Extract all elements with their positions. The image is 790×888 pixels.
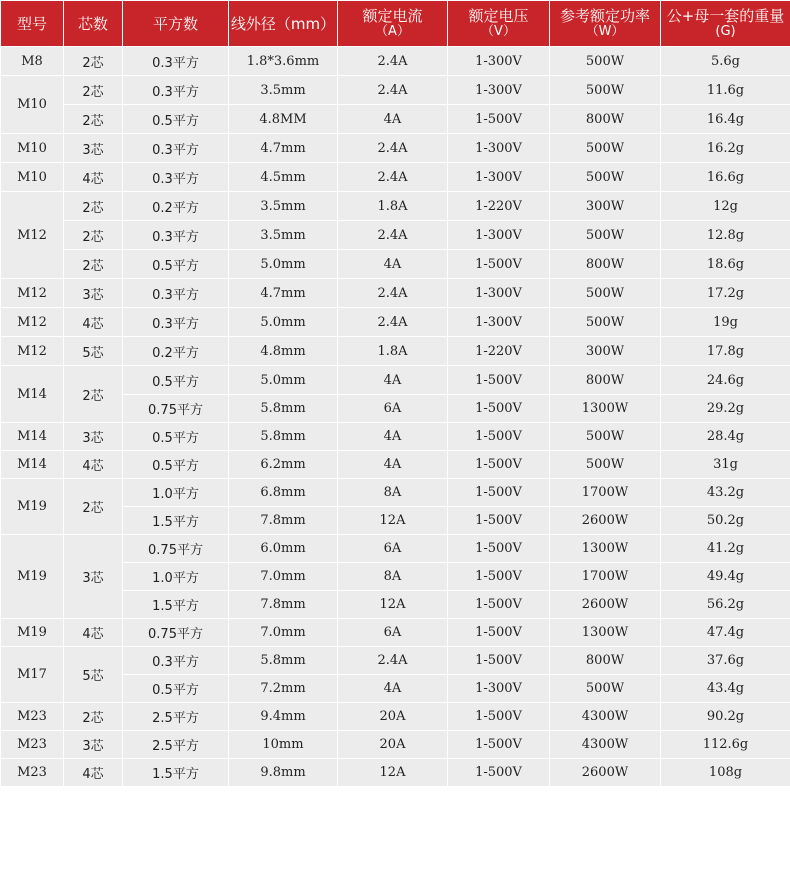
header-voltage-unit: （V）: [481, 23, 516, 39]
table-row: [1, 250, 790, 279]
header-current: [338, 1, 448, 47]
cell-voltage: 1-220V: [448, 192, 550, 221]
cell-current: 20A: [338, 731, 448, 759]
table-header: [1, 1, 790, 47]
cell-cores: 3芯: [64, 535, 123, 619]
cell-model: M14: [1, 451, 64, 479]
cell-diameter: 5.8mm: [229, 395, 338, 423]
cell-square: 0.5平方: [123, 250, 229, 279]
header-cores: 芯数: [64, 1, 123, 47]
cell-voltage: 1-220V: [448, 337, 550, 366]
table-body: [1, 47, 790, 787]
cell-power: 500W: [550, 76, 661, 105]
cell-current: 12A: [338, 759, 448, 787]
table-row: [1, 76, 790, 105]
cell-diameter: 4.8MM: [229, 105, 338, 134]
header-power: [550, 1, 661, 47]
cell-square: 0.3平方: [123, 308, 229, 337]
cell-power: 300W: [550, 192, 661, 221]
cell-model: M19: [1, 535, 64, 619]
table-row: [1, 647, 790, 675]
cell-cores: 3芯: [64, 423, 123, 451]
cell-diameter: 5.8mm: [229, 423, 338, 451]
cell-square: 1.0平方: [123, 563, 229, 591]
header-square: 平方数: [123, 1, 229, 47]
cell-square: 2.5平方: [123, 703, 229, 731]
cell-cores: 5芯: [64, 647, 123, 703]
cell-cores: 4芯: [64, 619, 123, 647]
cell-square: 0.2平方: [123, 337, 229, 366]
cell-cores: 3芯: [64, 279, 123, 308]
cell-diameter: 5.0mm: [229, 250, 338, 279]
cell-weight: 17.8g: [661, 337, 790, 366]
cell-current: 6A: [338, 535, 448, 563]
cell-weight: 49.4g: [661, 563, 790, 591]
cell-power: 500W: [550, 221, 661, 250]
cell-square: 0.5平方: [123, 675, 229, 703]
cell-power: 1700W: [550, 479, 661, 507]
cell-voltage: 1-500V: [448, 759, 550, 787]
header-current-unit: （A）: [375, 23, 410, 39]
cell-square: 0.3平方: [123, 76, 229, 105]
cell-diameter: 5.0mm: [229, 308, 338, 337]
cell-diameter: 7.0mm: [229, 619, 338, 647]
cell-current: 4A: [338, 366, 448, 395]
cell-current: 1.8A: [338, 337, 448, 366]
cell-weight: 50.2g: [661, 507, 790, 535]
cell-power: 500W: [550, 308, 661, 337]
cell-cores: 2芯: [64, 47, 123, 76]
cell-square: 1.5平方: [123, 591, 229, 619]
cell-weight: 16.2g: [661, 134, 790, 163]
header-weight: [661, 1, 790, 47]
cell-weight: 24.6g: [661, 366, 790, 395]
cell-cores: 4芯: [64, 451, 123, 479]
table-row: [1, 366, 790, 395]
cell-voltage: 1-500V: [448, 105, 550, 134]
cell-power: 2600W: [550, 591, 661, 619]
cell-diameter: 9.8mm: [229, 759, 338, 787]
table-row: [1, 308, 790, 337]
table-row: [1, 221, 790, 250]
cell-current: 8A: [338, 563, 448, 591]
cell-voltage: 1-500V: [448, 423, 550, 451]
cell-voltage: 1-500V: [448, 395, 550, 423]
cell-cores: 2芯: [64, 221, 123, 250]
table-row: [1, 47, 790, 76]
cell-power: 500W: [550, 675, 661, 703]
header-current-label: 额定电流: [362, 6, 423, 25]
cell-power: 300W: [550, 337, 661, 366]
cell-square: 0.3平方: [123, 134, 229, 163]
cell-weight: 16.4g: [661, 105, 790, 134]
cell-cores: 2芯: [64, 479, 123, 535]
cell-square: 0.3平方: [123, 647, 229, 675]
cell-voltage: 1-500V: [448, 479, 550, 507]
cell-model: M19: [1, 619, 64, 647]
cell-diameter: 7.8mm: [229, 591, 338, 619]
header-power-label: 参考额定功率: [559, 6, 650, 25]
cell-current: 2.4A: [338, 647, 448, 675]
cell-square: 0.5平方: [123, 423, 229, 451]
cell-model: M23: [1, 703, 64, 731]
cell-cores: 3芯: [64, 134, 123, 163]
cell-voltage: 1-500V: [448, 250, 550, 279]
cell-voltage: 1-300V: [448, 279, 550, 308]
cell-current: 4A: [338, 451, 448, 479]
cell-cores: 3芯: [64, 731, 123, 759]
cell-diameter: 7.2mm: [229, 675, 338, 703]
cell-voltage: 1-300V: [448, 163, 550, 192]
cell-diameter: 3.5mm: [229, 221, 338, 250]
cell-model: M14: [1, 366, 64, 423]
cell-power: 1300W: [550, 619, 661, 647]
cell-power: 800W: [550, 366, 661, 395]
cell-diameter: 4.7mm: [229, 279, 338, 308]
cell-model: M23: [1, 759, 64, 787]
cell-square: 0.3平方: [123, 163, 229, 192]
cell-cores: 2芯: [64, 250, 123, 279]
cell-current: 1.8A: [338, 192, 448, 221]
cell-square: 0.5平方: [123, 366, 229, 395]
cell-voltage: 1-500V: [448, 619, 550, 647]
cell-power: 800W: [550, 647, 661, 675]
cell-voltage: 1-500V: [448, 535, 550, 563]
table-row: [1, 337, 790, 366]
table-row: [1, 163, 790, 192]
cell-weight: 112.6g: [661, 731, 790, 759]
header-weight-label: 公+母一套的重量: [666, 6, 785, 25]
cell-model: M19: [1, 479, 64, 535]
header-row: [1, 1, 790, 47]
cell-current: 4A: [338, 250, 448, 279]
cell-diameter: 4.5mm: [229, 163, 338, 192]
cell-model: M10: [1, 163, 64, 192]
cell-current: 6A: [338, 395, 448, 423]
cell-square: 0.2平方: [123, 192, 229, 221]
cell-voltage: 1-500V: [448, 731, 550, 759]
table-row: [1, 479, 790, 507]
table-row: [1, 423, 790, 451]
cell-square: 0.3平方: [123, 221, 229, 250]
cell-current: 12A: [338, 591, 448, 619]
cell-weight: 56.2g: [661, 591, 790, 619]
cell-weight: 43.4g: [661, 675, 790, 703]
cell-power: 4300W: [550, 731, 661, 759]
cell-diameter: 6.0mm: [229, 535, 338, 563]
cell-current: 2.4A: [338, 221, 448, 250]
header-voltage: [448, 1, 550, 47]
cell-voltage: 1-300V: [448, 221, 550, 250]
cell-voltage: 1-300V: [448, 134, 550, 163]
cell-diameter: 4.8mm: [229, 337, 338, 366]
cell-current: 2.4A: [338, 134, 448, 163]
cell-power: 500W: [550, 163, 661, 192]
cell-cores: 5芯: [64, 337, 123, 366]
cell-square: 1.5平方: [123, 507, 229, 535]
cell-square: 0.3平方: [123, 279, 229, 308]
cell-power: 500W: [550, 423, 661, 451]
header-diameter: 线外径（mm）: [229, 1, 338, 47]
cell-weight: 108g: [661, 759, 790, 787]
header-model: 型号: [1, 1, 64, 47]
cell-cores: 2芯: [64, 366, 123, 423]
cell-diameter: 3.5mm: [229, 192, 338, 221]
cell-current: 20A: [338, 703, 448, 731]
cell-weight: 31g: [661, 451, 790, 479]
cell-model: M17: [1, 647, 64, 703]
cell-weight: 41.2g: [661, 535, 790, 563]
cell-model: M12: [1, 308, 64, 337]
cell-power: 800W: [550, 250, 661, 279]
cell-diameter: 10mm: [229, 731, 338, 759]
cell-current: 4A: [338, 675, 448, 703]
header-voltage-label: 额定电压: [468, 6, 529, 25]
cell-voltage: 1-300V: [448, 47, 550, 76]
cell-square: 1.5平方: [123, 759, 229, 787]
cell-model: M14: [1, 423, 64, 451]
table-row: [1, 619, 790, 647]
cell-weight: 5.6g: [661, 47, 790, 76]
cell-weight: 17.2g: [661, 279, 790, 308]
cell-weight: 47.4g: [661, 619, 790, 647]
cell-weight: 28.4g: [661, 423, 790, 451]
cell-diameter: 7.8mm: [229, 507, 338, 535]
cell-model: M8: [1, 47, 64, 76]
cell-diameter: 6.8mm: [229, 479, 338, 507]
cell-weight: 12.8g: [661, 221, 790, 250]
cell-diameter: 7.0mm: [229, 563, 338, 591]
cell-diameter: 5.0mm: [229, 366, 338, 395]
cell-diameter: 9.4mm: [229, 703, 338, 731]
cell-weight: 29.2g: [661, 395, 790, 423]
cell-current: 4A: [338, 423, 448, 451]
cell-weight: 37.6g: [661, 647, 790, 675]
cell-model: M23: [1, 731, 64, 759]
cell-current: 2.4A: [338, 308, 448, 337]
cell-diameter: 3.5mm: [229, 76, 338, 105]
cell-power: 4300W: [550, 703, 661, 731]
cell-square: 0.3平方: [123, 47, 229, 76]
cell-diameter: 4.7mm: [229, 134, 338, 163]
cell-voltage: 1-500V: [448, 563, 550, 591]
cell-power: 1300W: [550, 395, 661, 423]
cell-power: 500W: [550, 451, 661, 479]
cell-current: 2.4A: [338, 76, 448, 105]
cell-weight: 11.6g: [661, 76, 790, 105]
cell-power: 500W: [550, 47, 661, 76]
cell-power: 2600W: [550, 507, 661, 535]
cell-voltage: 1-300V: [448, 308, 550, 337]
table-row: [1, 451, 790, 479]
cell-power: 500W: [550, 279, 661, 308]
table-row: [1, 535, 790, 563]
cell-power: 800W: [550, 105, 661, 134]
table-row: [1, 279, 790, 308]
cell-power: 1700W: [550, 563, 661, 591]
table-row: [1, 134, 790, 163]
table-row: [1, 192, 790, 221]
cell-voltage: 1-500V: [448, 451, 550, 479]
cell-current: 2.4A: [338, 279, 448, 308]
cell-weight: 19g: [661, 308, 790, 337]
cell-square: 2.5平方: [123, 731, 229, 759]
cell-cores: 2芯: [64, 192, 123, 221]
cell-current: 2.4A: [338, 163, 448, 192]
cell-square: 0.5平方: [123, 105, 229, 134]
cell-square: 1.0平方: [123, 479, 229, 507]
cell-weight: 12g: [661, 192, 790, 221]
cell-power: 500W: [550, 134, 661, 163]
cell-voltage: 1-500V: [448, 591, 550, 619]
cell-cores: 2芯: [64, 76, 123, 105]
header-power-unit: （W）: [585, 23, 625, 39]
cell-square: 0.5平方: [123, 451, 229, 479]
cell-cores: 2芯: [64, 703, 123, 731]
cell-cores: 2芯: [64, 105, 123, 134]
cell-diameter: 6.2mm: [229, 451, 338, 479]
cell-current: 6A: [338, 619, 448, 647]
cell-current: 4A: [338, 105, 448, 134]
cell-voltage: 1-500V: [448, 647, 550, 675]
table-row: [1, 759, 790, 787]
cell-diameter: 1.8*3.6mm: [229, 47, 338, 76]
cell-model: M12: [1, 279, 64, 308]
cell-diameter: 5.8mm: [229, 647, 338, 675]
cell-current: 12A: [338, 507, 448, 535]
cell-current: 2.4A: [338, 47, 448, 76]
cell-voltage: 1-500V: [448, 507, 550, 535]
table-row: [1, 105, 790, 134]
cell-model: M10: [1, 76, 64, 134]
cell-weight: 90.2g: [661, 703, 790, 731]
cell-square: 0.75平方: [123, 395, 229, 423]
cell-current: 8A: [338, 479, 448, 507]
cell-power: 1300W: [550, 535, 661, 563]
cell-voltage: 1-500V: [448, 366, 550, 395]
table-row: [1, 731, 790, 759]
header-weight-unit: (G): [715, 23, 736, 39]
cell-cores: 4芯: [64, 163, 123, 192]
cell-square: 0.75平方: [123, 535, 229, 563]
cell-weight: 43.2g: [661, 479, 790, 507]
cell-voltage: 1-300V: [448, 76, 550, 105]
cell-model: M12: [1, 192, 64, 279]
cell-cores: 4芯: [64, 308, 123, 337]
cell-weight: 18.6g: [661, 250, 790, 279]
cell-square: 0.75平方: [123, 619, 229, 647]
cell-model: M10: [1, 134, 64, 163]
cell-weight: 16.6g: [661, 163, 790, 192]
cell-cores: 4芯: [64, 759, 123, 787]
cell-voltage: 1-300V: [448, 675, 550, 703]
table-row: [1, 703, 790, 731]
cell-model: M12: [1, 337, 64, 366]
cell-voltage: 1-500V: [448, 703, 550, 731]
cell-power: 2600W: [550, 759, 661, 787]
